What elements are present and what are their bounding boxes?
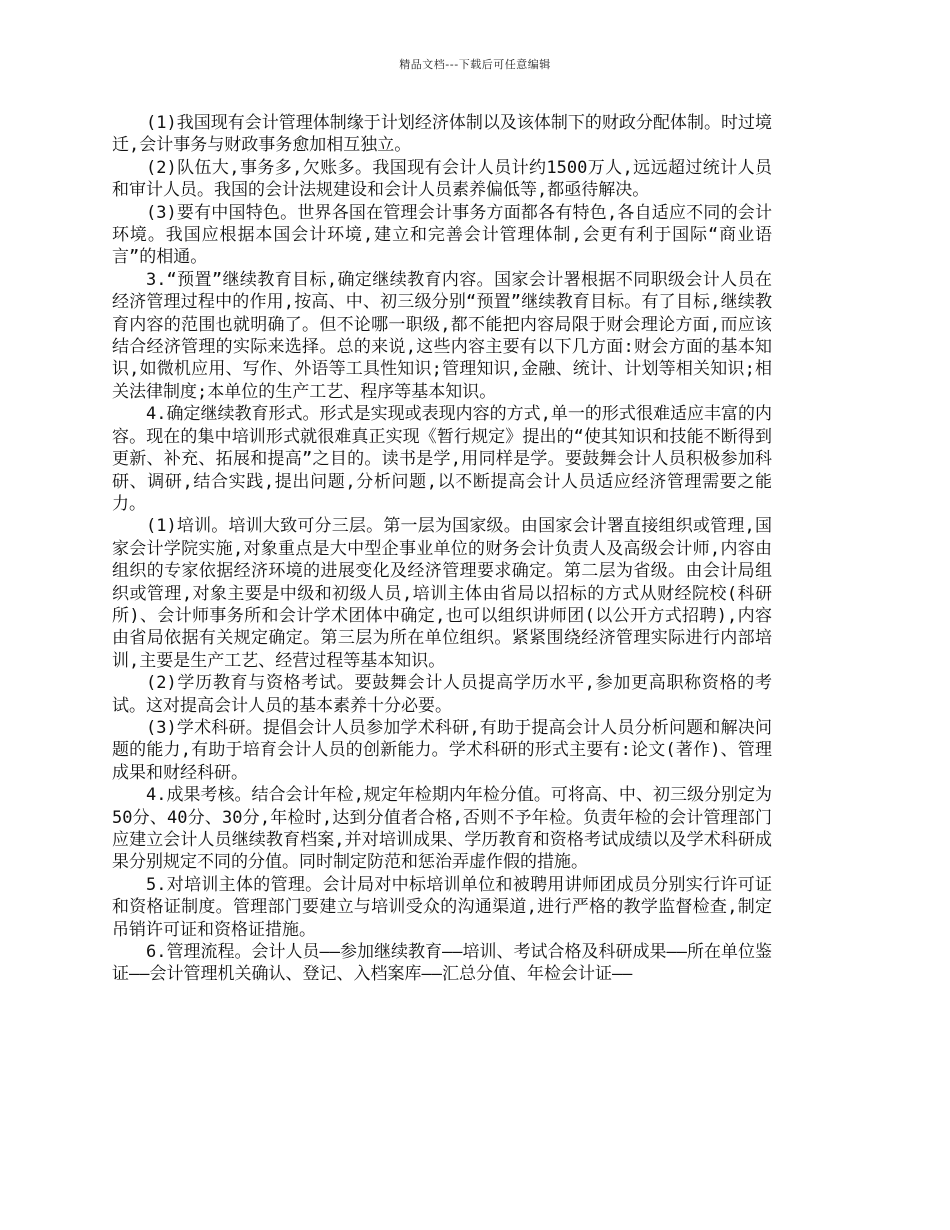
paragraph: 4.成果考核。结合会计年检,规定年检期内年检分值。可将高、中、初三级分别定为50分、40分、30分,年检时,达到分值者合格,否则不予年检。负责年检的会计管理部门应建立会计人员继续教育档案,并对培训成果、学历教育和资格考试成绩以及学术科研成果分别规定不同的分值。同时制定防范和惩治弄虚作假的措施。 bbox=[112, 785, 772, 873]
paragraph: (1)我国现有会计管理体制缘于计划经济体制以及该体制下的财政分配体制。时过境迁,会计事务与财政事务愈加相互独立。 bbox=[112, 113, 772, 156]
paragraph: 4.确定继续教育形式。形式是实现或表现内容的方式,单一的形式很难适应丰富的内容。现在的集中培训形式就很难真正实现《暂行规定》提出的“使其知识和技能不断得到更新、补充、拓展和提高”之目的。读书是学,用同样是学。要鼓舞会计人员积极参加科研、调研,结合实践,提出问题,分析问题,以不断提高会计人员适应经济管理需要之能力。 bbox=[112, 404, 772, 514]
paragraph: 6.管理流程。会计人员——参加继续教育——培训、考试合格及科研成果——所在单位鉴证——会计管理机关确认、登记、入档案库——汇总分值、年检会计证—— bbox=[112, 942, 772, 985]
page-header: 精品文档---下载后可任意编辑 bbox=[399, 58, 551, 71]
document-body bbox=[112, 112, 772, 986]
paragraph: (2)学历教育与资格考试。要鼓舞会计人员提高学历水平,参加更高职称资格的考试。这对提高会计人员的基本素养十分必要。 bbox=[112, 673, 772, 716]
paragraph: 3.“预置”继续教育目标,确定继续教育内容。国家会计署根据不同职级会计人员在经济管理过程中的作用,按高、中、初三级分别“预置”继续教育目标。有了目标,继续教育内容的范围也就明确了。但不论哪一职级,都不能把内容局限于财会理论方面,而应该结合经济管理的实际来选择。总的来说,这些内容主要有以下几方面:财会方面的基本知识,如微机应用、写作、外语等工具性知识;管理知识,金融、统计、计划等相关知识;相关法律制度;本单位的生产工艺、程序等基本知识。 bbox=[112, 269, 772, 402]
paragraph: 5.对培训主体的管理。会计局对中标培训单位和被聘用讲师团成员分别实行许可证和资格证制度。管理部门要建立与培训受众的沟通渠道,进行严格的教学监督检查,制定吊销许可证和资格证措施。 bbox=[112, 874, 772, 940]
paragraph: (1)培训。培训大致可分三层。第一层为国家级。由国家会计署直接组织或管理,国家会计学院实施,对象重点是大中型企事业单位的财务会计负责人及高级会计师,内容由组织的专家依据经济环境的进展变化及经济管理要求确定。第二层为省级。由会计局组织或管理,对象主要是中级和初级人员,培训主体由省局以招标的方式从财经院校(科研所)、会计师事务所和会计学术团体中确定,也可以组织讲师团(以公开方式招聘),内容由省局依据有关规定确定。第三层为所在单位组织。紧紧围绕经济管理实际进行内部培训,主要是生产工艺、经营过程等基本知识。 bbox=[112, 516, 772, 671]
paragraph: (3)要有中国特色。世界各国在管理会计事务方面都各有特色,各自适应不同的会计环境。我国应根据本国会计环境,建立和完善会计管理体制,会更有利于国际“商业语言”的相通。 bbox=[112, 202, 772, 268]
paragraph: (2)队伍大,事务多,欠账多。我国现有会计人员计约1500万人,远远超过统计人员和审计人员。我国的会计法规建设和会计人员素养偏低等,都亟待解决。 bbox=[112, 157, 772, 201]
paragraph: (3)学术科研。提倡会计人员参加学术科研,有助于提高会计人员分析问题和解决问题的能力,有助于培育会计人员的创新能力。学术科研的形式主要有:论文(著作)、管理成果和财经科研。 bbox=[112, 717, 772, 783]
